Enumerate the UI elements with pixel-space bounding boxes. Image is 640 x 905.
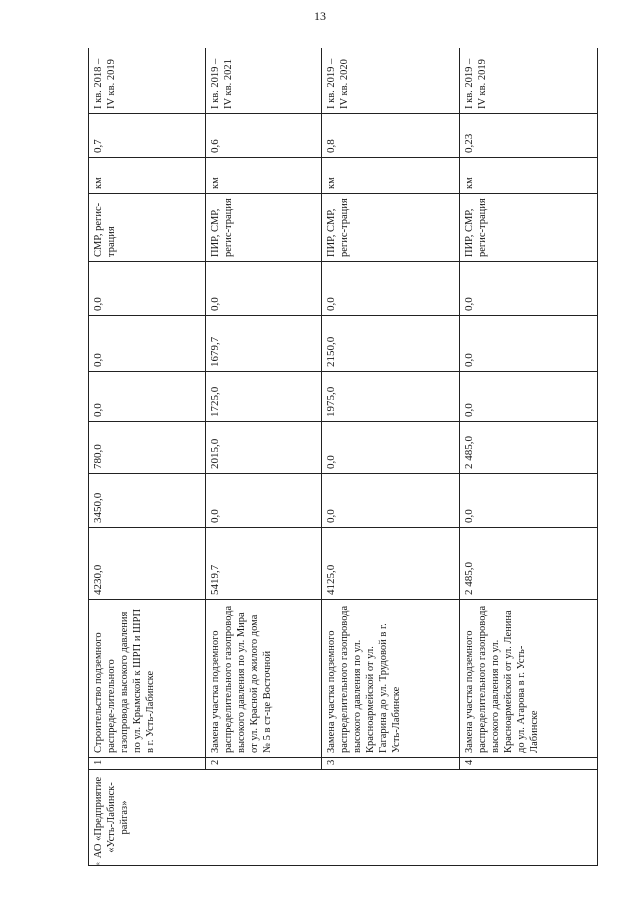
- row-index: 2: [205, 758, 322, 770]
- project-name: Замена участка подземного распределительного газопровода высокого давления по ул. Красноармейской от ул. Ленина до ул. Агарова в г. Усть-Лабинске: [460, 600, 598, 758]
- cost-2022: 0,0: [205, 262, 322, 316]
- cost-2020: 0,0: [460, 372, 598, 422]
- work-type: ПИР, СМР, регис-трация: [205, 194, 322, 262]
- page-number: 13: [314, 9, 326, 23]
- total-cost: 2 485,0: [460, 528, 598, 600]
- table-row: [460, 48, 598, 866]
- total-cost: 4125,0: [322, 528, 460, 600]
- period: I кв. 2019 – IV кв. 2021: [205, 48, 322, 114]
- length: 0,6: [205, 114, 322, 158]
- row-index: 4: [460, 758, 598, 770]
- project-name: Замена участка подземного распределительного газопровода высокого давления по ул. Мира от ул. Красной до жилого дома № 5 в ст-це Восточной: [205, 600, 322, 758]
- table-row: [322, 48, 460, 866]
- cost-2019: 780,0: [89, 422, 206, 474]
- cost-2018: 0,0: [205, 474, 322, 528]
- period: I кв. 2019 – IV кв. 2020: [322, 48, 460, 114]
- period: I кв. 2019 – IV кв. 2019: [460, 48, 598, 114]
- row-index: 1: [89, 758, 206, 770]
- cost-2022: 0,0: [89, 262, 206, 316]
- cost-2022: 0,0: [322, 262, 460, 316]
- cost-2020: 1975,0: [322, 372, 460, 422]
- cost-2021: 1679,7: [205, 316, 322, 372]
- project-name: Строительство подземного распреде-лительного газопровода высокого давления по ул. Крымской к ШРП и ШРП в г. Усть-Лабинске: [89, 600, 206, 758]
- cost-2019: 2 485,0: [460, 422, 598, 474]
- cost-2020: 0,0: [89, 372, 206, 422]
- length: 0,7: [89, 114, 206, 158]
- project-name: Замена участка подземного распределительного газопровода высокого давления по ул. Красноармейской от ул. Гагарина до ул. Трудовой в г. Усть-Лабинске: [322, 600, 460, 758]
- total-cost: 4230,0: [89, 528, 206, 600]
- work-type: СМР, регис-трация: [89, 194, 206, 262]
- rotated-table-area: [88, 48, 598, 866]
- cost-2020: 1725,0: [205, 372, 322, 422]
- rotated-table: [88, 48, 598, 866]
- side-mark: «: [96, 859, 100, 868]
- cost-2018: 0,0: [322, 474, 460, 528]
- unit: км: [460, 158, 598, 194]
- length: 0,8: [322, 114, 460, 158]
- cost-2019: 0,0: [322, 422, 460, 474]
- work-type: ПИР, СМР, регис-трация: [322, 194, 460, 262]
- length: 0,23: [460, 114, 598, 158]
- row-index: 3: [322, 758, 460, 770]
- cost-2021: 0,0: [460, 316, 598, 372]
- organization-cell: АО «Предприятие «Усть-Лабинск-райгаз»: [89, 770, 598, 866]
- cost-2019: 2015,0: [205, 422, 322, 474]
- unit: км: [322, 158, 460, 194]
- table-row: [205, 48, 322, 866]
- cost-2018: 3450,0: [89, 474, 206, 528]
- table-row: [89, 48, 206, 866]
- investment-table: [88, 48, 598, 866]
- cost-2021: 2150,0: [322, 316, 460, 372]
- cost-2018: 0,0: [460, 474, 598, 528]
- unit: км: [89, 158, 206, 194]
- cost-2021: 0,0: [89, 316, 206, 372]
- period: I кв. 2018 – IV кв. 2019: [89, 48, 206, 114]
- work-type: ПИР, СМР, регис-трация: [460, 194, 598, 262]
- unit: км: [205, 158, 322, 194]
- total-cost: 5419,7: [205, 528, 322, 600]
- cost-2022: 0,0: [460, 262, 598, 316]
